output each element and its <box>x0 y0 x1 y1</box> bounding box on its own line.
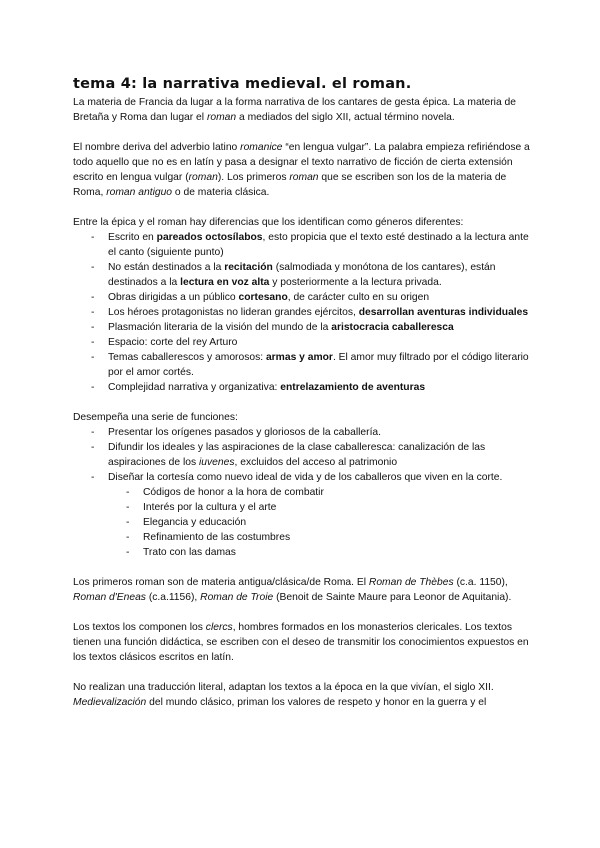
list-item: - Complejidad narrativa y organizativa: entrelazamiento de aventuras <box>73 380 535 395</box>
functions-list <box>73 425 535 560</box>
sublist-item: - Refinamiento de las costumbres <box>108 530 535 545</box>
paragraph-intro: La materia de Francia da lugar a la forma narrativa de los cantares de gesta épica. La materia de Bretaña y Roma dan lugar el roman a mediados del siglo XII, actual término novela. <box>73 97 517 123</box>
list-item: - Temas caballerescos y amorosos: armas y amor. El amor muy filtrado por el código literario por el amor cortés. <box>73 350 535 380</box>
list-item: - Diseñar la cortesía como nuevo ideal de vida y de los caballeros que viven en la corte. - Códigos de honor a la hora de combatir - Interés por la cultura y el arte - Elegancia y educación - Refinamiento de las costumbres - Trato con las damas <box>73 470 535 560</box>
paragraph-etymology: El nombre deriva del adverbio latino romanice “en lengua vulgar”. La palabra empieza refiriéndose a todo aquello que no es en latín y pasa a designar el texto narrativo de ficción de cierta extensión escrito en lengua vulgar (roman). Los primeros roman que se escriben son los de la materia de Roma, roman antiguo o de materia clásica. <box>73 142 530 198</box>
list-item: - Plasmación literaria de la visión del mundo de la aristocracia caballeresca <box>73 320 535 335</box>
paragraph-medievalization: No realizan una traducción literal, adaptan los textos a la época en la que vivían, el siglo XII. Medievalización del mundo clásico, priman los valores de respeto y honor en la guerra y el <box>73 682 494 708</box>
page-title: tema 4: la narrativa medieval. el roman. <box>73 76 412 92</box>
paragraph-first-romans: Los primeros roman son de materia antigua/clásica/de Roma. El Roman de Thèbes (c.a. 1150), Roman d'Eneas (c.a.1156), Roman de Troie (Benoit de Sainte Maure para Leonor de Aquitania). <box>73 577 512 603</box>
document-body <box>73 76 535 710</box>
paragraph-functions-intro: Desempeña una serie de funciones: <box>73 412 238 423</box>
differences-list <box>73 230 535 395</box>
paragraph-differences-intro: Entre la épica y el roman hay diferencias que los identifican como géneros diferentes: <box>73 217 464 228</box>
list-item: - No están destinados a la recitación (salmodiada y monótona de los cantares), están destinados a la lectura en voz alta y posteriormente a la lectura privada. <box>73 260 535 290</box>
paragraph-clercs: Los textos los componen los clercs, hombres formados en los monasterios clericales. Los textos tienen una función didáctica, se escriben con el deseo de transmitir los conocimientos expuestos en los textos clásicos escritos en latín. <box>73 622 529 663</box>
list-item: - Obras dirigidas a un público cortesano, de carácter culto en su origen <box>73 290 535 305</box>
list-item: - Presentar los orígenes pasados y gloriosos de la caballería. <box>73 425 535 440</box>
sublist-item: - Elegancia y educación <box>108 515 535 530</box>
list-item: - Escrito en pareados octosílabos, esto propicia que el texto esté destinado a la lectura ante el canto (siguiente punto) <box>73 230 535 260</box>
sublist-item: - Interés por la cultura y el arte <box>108 500 535 515</box>
list-item: - Espacio: corte del rey Arturo <box>73 335 535 350</box>
list-item: - Los héroes protagonistas no lideran grandes ejércitos, desarrollan aventuras individuales <box>73 305 535 320</box>
list-item: - Difundir los ideales y las aspiraciones de la clase caballeresca: canalización de las aspiraciones de los iuvenes, excluidos del acceso al patrimonio <box>73 440 535 470</box>
sublist-item: - Códigos de honor a la hora de combatir <box>108 485 535 500</box>
courtesy-sublist <box>108 485 535 560</box>
sublist-item: - Trato con las damas <box>108 545 535 560</box>
